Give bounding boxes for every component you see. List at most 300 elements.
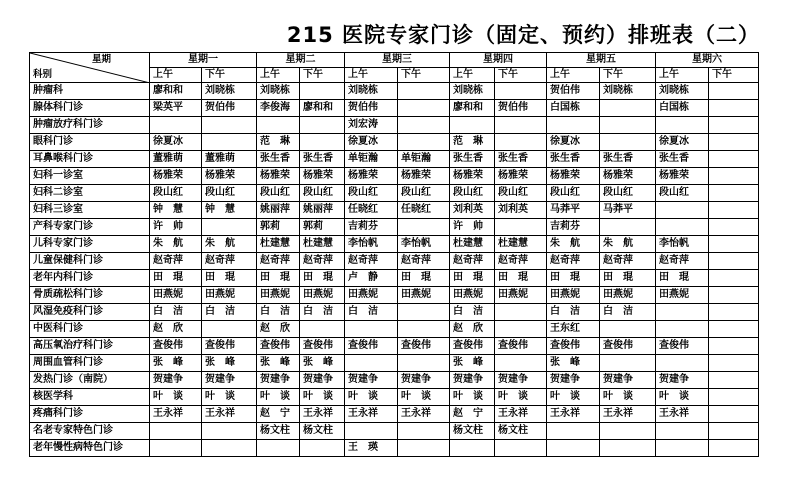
doctor-cell: 贺伯伟 — [547, 83, 600, 100]
doctor-cell — [547, 440, 600, 457]
doctor-cell: 段山红 — [656, 185, 709, 202]
doctor-cell — [709, 253, 759, 270]
schedule-row — [30, 236, 759, 253]
dept-name-cell: 儿童保健科门诊 — [30, 253, 150, 270]
doctor-cell: 刘利英 — [495, 202, 547, 219]
schedule-row — [30, 117, 759, 134]
doctor-cell — [709, 236, 759, 253]
doctor-cell — [600, 355, 656, 372]
schedule-row — [30, 202, 759, 219]
doctor-cell: 张生香 — [547, 151, 600, 168]
doctor-cell: 田 琨 — [547, 270, 600, 287]
doctor-cell: 董雅萌 — [150, 151, 202, 168]
doctor-cell: 叶 谈 — [656, 389, 709, 406]
doctor-cell: 段山红 — [150, 185, 202, 202]
doctor-cell — [656, 304, 709, 321]
doctor-cell — [709, 219, 759, 236]
doctor-cell: 贺建争 — [600, 372, 656, 389]
doctor-cell: 赵奇萍 — [495, 253, 547, 270]
doctor-cell: 白 洁 — [345, 304, 398, 321]
doctor-cell — [495, 440, 547, 457]
doctor-cell — [300, 440, 345, 457]
doctor-cell: 查俊伟 — [495, 338, 547, 355]
corner-label-day: 星期 — [91, 54, 111, 65]
doctor-cell: 朱 航 — [547, 236, 600, 253]
doctor-cell: 白 洁 — [257, 304, 300, 321]
doctor-cell: 叶 谈 — [600, 389, 656, 406]
am-header: 上午 — [547, 68, 600, 83]
doctor-cell: 梁英平 — [150, 100, 202, 117]
doctor-cell: 徐夏冰 — [345, 134, 398, 151]
doctor-cell: 刘晓栋 — [257, 83, 300, 100]
doctor-cell: 赵 宁 — [450, 406, 495, 423]
doctor-cell: 杜建慧 — [495, 236, 547, 253]
doctor-cell: 叶 谈 — [495, 389, 547, 406]
pm-header: 下午 — [600, 68, 656, 83]
doctor-cell — [600, 134, 656, 151]
doctor-cell — [709, 151, 759, 168]
am-header: 上午 — [656, 68, 709, 83]
doctor-cell: 田燕妮 — [547, 287, 600, 304]
doctor-cell: 田燕妮 — [600, 287, 656, 304]
doctor-cell: 杜建慧 — [300, 236, 345, 253]
doctor-cell: 叶 谈 — [150, 389, 202, 406]
doctor-cell: 王永祥 — [547, 406, 600, 423]
doctor-cell: 刘晓栋 — [202, 83, 257, 100]
doctor-cell — [709, 100, 759, 117]
schedule-row — [30, 168, 759, 185]
schedule-row — [30, 304, 759, 321]
doctor-cell: 任晓红 — [398, 202, 450, 219]
doctor-cell: 田 琨 — [495, 270, 547, 287]
dept-name-cell: 妇科一诊室 — [30, 168, 150, 185]
doctor-cell: 郭莉 — [257, 219, 300, 236]
corner-cell — [30, 53, 150, 83]
doctor-cell: 杜建慧 — [257, 236, 300, 253]
doctor-cell: 段山红 — [398, 185, 450, 202]
doctor-cell — [709, 423, 759, 440]
doctor-cell — [656, 321, 709, 338]
doctor-cell: 刘晓栋 — [656, 83, 709, 100]
doctor-cell: 田燕妮 — [202, 287, 257, 304]
am-header: 上午 — [257, 68, 300, 83]
pm-header: 下午 — [495, 68, 547, 83]
day-header-tue: 星期二 — [257, 53, 345, 68]
page-title: 215 医院专家门诊（固定、预约）排班表（二） — [286, 23, 760, 47]
doctor-cell — [398, 423, 450, 440]
pm-header: 下午 — [709, 68, 759, 83]
doctor-cell — [398, 304, 450, 321]
doctor-cell — [300, 321, 345, 338]
doctor-cell: 张 峰 — [300, 355, 345, 372]
doctor-cell: 田燕妮 — [398, 287, 450, 304]
doctor-cell — [709, 83, 759, 100]
day-header-sat: 星期六 — [656, 53, 759, 68]
doctor-cell — [345, 321, 398, 338]
doctor-cell: 赵 欣 — [257, 321, 300, 338]
doctor-cell — [709, 338, 759, 355]
doctor-cell: 朱 航 — [150, 236, 202, 253]
doctor-cell: 姚丽萍 — [300, 202, 345, 219]
pm-header: 下午 — [300, 68, 345, 83]
doctor-cell: 王永祥 — [150, 406, 202, 423]
doctor-cell — [257, 117, 300, 134]
doctor-cell: 田燕妮 — [150, 287, 202, 304]
doctor-cell: 田 琨 — [202, 270, 257, 287]
doctor-cell: 赵 欣 — [450, 321, 495, 338]
doctor-cell: 赵奇萍 — [300, 253, 345, 270]
doctor-cell — [709, 389, 759, 406]
doctor-cell — [547, 117, 600, 134]
doctor-cell: 李俊海 — [257, 100, 300, 117]
doctor-cell — [398, 355, 450, 372]
schedule-row — [30, 287, 759, 304]
doctor-cell: 张 峰 — [202, 355, 257, 372]
doctor-cell: 查俊伟 — [150, 338, 202, 355]
doctor-cell: 张 峰 — [547, 355, 600, 372]
doctor-cell: 赵 欣 — [150, 321, 202, 338]
doctor-cell: 刘利英 — [450, 202, 495, 219]
doctor-cell — [257, 440, 300, 457]
doctor-cell: 卢 静 — [345, 270, 398, 287]
doctor-cell: 徐夏冰 — [547, 134, 600, 151]
schedule-row — [30, 338, 759, 355]
doctor-cell: 刘宏涛 — [345, 117, 398, 134]
schedule-row — [30, 372, 759, 389]
dept-name-cell: 骨质疏松科门诊 — [30, 287, 150, 304]
doctor-cell — [398, 134, 450, 151]
doctor-cell: 王永祥 — [600, 406, 656, 423]
doctor-cell: 叶 谈 — [257, 389, 300, 406]
doctor-cell: 王永祥 — [398, 406, 450, 423]
doctor-cell: 贺建争 — [257, 372, 300, 389]
schedule-row — [30, 440, 759, 457]
doctor-cell: 贺建争 — [300, 372, 345, 389]
dept-name-cell: 肿瘤科 — [30, 83, 150, 100]
doctor-cell: 查俊伟 — [600, 338, 656, 355]
doctor-cell: 贺建争 — [202, 372, 257, 389]
doctor-cell: 田 琨 — [450, 270, 495, 287]
schedule-row — [30, 83, 759, 100]
doctor-cell: 贺建争 — [150, 372, 202, 389]
doctor-cell: 段山红 — [450, 185, 495, 202]
schedule-row — [30, 321, 759, 338]
doctor-cell — [709, 185, 759, 202]
doctor-cell: 段山红 — [257, 185, 300, 202]
doctor-cell: 段山红 — [547, 185, 600, 202]
doctor-cell: 张 峰 — [257, 355, 300, 372]
dept-name-cell: 儿科专家门诊 — [30, 236, 150, 253]
dept-name-cell: 风湿免疫科门诊 — [30, 304, 150, 321]
doctor-cell — [709, 117, 759, 134]
day-header-fri: 星期五 — [547, 53, 656, 68]
doctor-cell — [398, 440, 450, 457]
doctor-cell — [495, 83, 547, 100]
doctor-cell: 查俊伟 — [257, 338, 300, 355]
day-header-thu: 星期四 — [450, 53, 547, 68]
doctor-cell: 查俊伟 — [300, 338, 345, 355]
doctor-cell: 贺伯伟 — [345, 100, 398, 117]
doctor-cell: 赵奇萍 — [600, 253, 656, 270]
doctor-cell: 贺建争 — [450, 372, 495, 389]
doctor-cell: 田燕妮 — [450, 287, 495, 304]
doctor-cell — [300, 117, 345, 134]
dept-name-cell: 名老专家特色门诊 — [30, 423, 150, 440]
doctor-cell: 赵奇萍 — [450, 253, 495, 270]
doctor-cell — [656, 117, 709, 134]
doctor-cell: 白国栋 — [547, 100, 600, 117]
schedule-row — [30, 100, 759, 117]
doctor-cell: 查俊伟 — [547, 338, 600, 355]
doctor-cell: 赵奇萍 — [398, 253, 450, 270]
doctor-cell — [709, 321, 759, 338]
doctor-cell — [709, 202, 759, 219]
doctor-cell — [709, 440, 759, 457]
dept-name-cell: 腺体科门诊 — [30, 100, 150, 117]
doctor-cell — [709, 168, 759, 185]
doctor-cell: 杨雅荣 — [600, 168, 656, 185]
doctor-cell: 杨文柱 — [495, 423, 547, 440]
pm-header: 下午 — [398, 68, 450, 83]
doctor-cell: 单钜瀚 — [398, 151, 450, 168]
doctor-cell: 范 琳 — [257, 134, 300, 151]
doctor-cell: 马莽平 — [547, 202, 600, 219]
doctor-cell: 许 帅 — [450, 219, 495, 236]
schedule-row — [30, 185, 759, 202]
doctor-cell — [398, 219, 450, 236]
doctor-cell — [202, 321, 257, 338]
doctor-cell: 田 琨 — [300, 270, 345, 287]
doctor-cell — [202, 219, 257, 236]
doctor-cell: 杨雅荣 — [257, 168, 300, 185]
doctor-cell: 查俊伟 — [202, 338, 257, 355]
doctor-cell — [656, 219, 709, 236]
doctor-cell: 叶 谈 — [450, 389, 495, 406]
doctor-cell: 刘晓栋 — [600, 83, 656, 100]
doctor-cell: 吉莉芬 — [547, 219, 600, 236]
schedule-row — [30, 219, 759, 236]
doctor-cell: 查俊伟 — [656, 338, 709, 355]
doctor-cell: 王永祥 — [202, 406, 257, 423]
doctor-cell — [547, 423, 600, 440]
doctor-cell: 徐夏冰 — [150, 134, 202, 151]
dept-name-cell: 中医科门诊 — [30, 321, 150, 338]
doctor-cell: 廖和和 — [150, 83, 202, 100]
doctor-cell — [150, 440, 202, 457]
doctor-cell: 杜建慧 — [450, 236, 495, 253]
doctor-cell: 段山红 — [345, 185, 398, 202]
doctor-cell: 李怡帆 — [398, 236, 450, 253]
schedule-row — [30, 134, 759, 151]
doctor-cell: 王东红 — [547, 321, 600, 338]
doctor-cell: 白国栋 — [656, 100, 709, 117]
doctor-cell — [345, 423, 398, 440]
doctor-cell — [600, 100, 656, 117]
schedule-row — [30, 151, 759, 168]
doctor-cell: 赵奇萍 — [150, 253, 202, 270]
doctor-cell: 杨雅荣 — [495, 168, 547, 185]
doctor-cell: 田 琨 — [656, 270, 709, 287]
doctor-cell — [398, 321, 450, 338]
doctor-cell — [709, 134, 759, 151]
schedule-row — [30, 355, 759, 372]
doctor-cell: 贺建争 — [547, 372, 600, 389]
doctor-cell: 查俊伟 — [345, 338, 398, 355]
doctor-cell — [600, 423, 656, 440]
doctor-cell — [150, 423, 202, 440]
schedule-row — [30, 389, 759, 406]
doctor-cell: 叶 谈 — [547, 389, 600, 406]
doctor-cell: 钟 慧 — [202, 202, 257, 219]
doctor-cell: 范 琳 — [450, 134, 495, 151]
doctor-cell: 赵奇萍 — [547, 253, 600, 270]
doctor-cell: 田燕妮 — [656, 287, 709, 304]
doctor-cell: 田 琨 — [257, 270, 300, 287]
doctor-cell: 吉莉芬 — [345, 219, 398, 236]
doctor-cell — [656, 355, 709, 372]
doctor-cell — [656, 423, 709, 440]
doctor-cell: 杨雅荣 — [398, 168, 450, 185]
doctor-cell — [709, 355, 759, 372]
doctor-cell: 田燕妮 — [300, 287, 345, 304]
doctor-cell — [656, 202, 709, 219]
doctor-cell: 贺建争 — [495, 372, 547, 389]
doctor-cell: 许 帅 — [150, 219, 202, 236]
dept-name-cell: 肿瘤放疗科门诊 — [30, 117, 150, 134]
doctor-cell: 赵奇萍 — [656, 253, 709, 270]
doctor-cell: 贺建争 — [345, 372, 398, 389]
doctor-cell — [495, 134, 547, 151]
dept-name-cell: 老年慢性病特色门诊 — [30, 440, 150, 457]
schedule-row — [30, 406, 759, 423]
dept-name-cell: 老年内科门诊 — [30, 270, 150, 287]
doctor-cell — [709, 287, 759, 304]
am-header: 上午 — [345, 68, 398, 83]
am-header: 上午 — [450, 68, 495, 83]
doctor-cell — [709, 406, 759, 423]
doctor-cell — [150, 117, 202, 134]
doctor-cell — [398, 83, 450, 100]
doctor-cell: 贺建争 — [398, 372, 450, 389]
doctor-cell: 张 峰 — [150, 355, 202, 372]
doctor-cell: 赵 宁 — [257, 406, 300, 423]
doctor-cell: 贺伯伟 — [495, 100, 547, 117]
doctor-cell: 杨文柱 — [300, 423, 345, 440]
doctor-cell: 张生香 — [495, 151, 547, 168]
doctor-cell: 杨雅荣 — [300, 168, 345, 185]
doctor-cell: 王永祥 — [300, 406, 345, 423]
doctor-cell: 马莽平 — [600, 202, 656, 219]
doctor-cell — [202, 440, 257, 457]
doctor-cell: 贺建争 — [656, 372, 709, 389]
doctor-cell: 刘晓栋 — [450, 83, 495, 100]
doctor-cell — [495, 355, 547, 372]
doctor-cell: 廖和和 — [450, 100, 495, 117]
doctor-cell: 白 洁 — [600, 304, 656, 321]
doctor-cell — [450, 117, 495, 134]
doctor-cell — [202, 134, 257, 151]
doctor-cell: 田 琨 — [150, 270, 202, 287]
schedule-table — [29, 52, 759, 457]
doctor-cell: 徐夏冰 — [656, 134, 709, 151]
doctor-cell: 李怡帆 — [656, 236, 709, 253]
doctor-cell: 张 峰 — [450, 355, 495, 372]
doctor-cell: 董雅萌 — [202, 151, 257, 168]
doctor-cell — [600, 219, 656, 236]
doctor-cell: 张生香 — [300, 151, 345, 168]
doctor-cell: 白 洁 — [202, 304, 257, 321]
doctor-cell: 叶 谈 — [345, 389, 398, 406]
doctor-cell: 段山红 — [202, 185, 257, 202]
doctor-cell: 张生香 — [656, 151, 709, 168]
doctor-cell: 郭莉 — [300, 219, 345, 236]
doctor-cell: 贺伯伟 — [202, 100, 257, 117]
doctor-cell — [345, 355, 398, 372]
day-header-mon: 星期一 — [150, 53, 257, 68]
header-row-days — [30, 53, 759, 68]
doctor-cell: 杨雅荣 — [345, 168, 398, 185]
doctor-cell: 叶 谈 — [300, 389, 345, 406]
doctor-cell: 杨雅荣 — [547, 168, 600, 185]
doctor-cell: 朱 航 — [600, 236, 656, 253]
doctor-cell — [495, 117, 547, 134]
doctor-cell: 王永祥 — [345, 406, 398, 423]
dept-name-cell: 产科专家门诊 — [30, 219, 150, 236]
doctor-cell: 姚丽萍 — [257, 202, 300, 219]
dept-name-cell: 周围血管科门诊 — [30, 355, 150, 372]
doctor-cell: 叶 谈 — [398, 389, 450, 406]
schedule-row — [30, 253, 759, 270]
doctor-cell: 王永祥 — [656, 406, 709, 423]
pm-header: 下午 — [202, 68, 257, 83]
doctor-cell: 杨文柱 — [257, 423, 300, 440]
doctor-cell: 杨雅荣 — [202, 168, 257, 185]
doctor-cell — [300, 134, 345, 151]
dept-name-cell: 耳鼻喉科门诊 — [30, 151, 150, 168]
doctor-cell: 单钜瀚 — [345, 151, 398, 168]
doctor-cell: 张生香 — [257, 151, 300, 168]
doctor-cell — [495, 321, 547, 338]
doctor-cell: 赵奇萍 — [202, 253, 257, 270]
doctor-cell: 田燕妮 — [345, 287, 398, 304]
doctor-cell: 查俊伟 — [450, 338, 495, 355]
doctor-cell: 杨雅荣 — [656, 168, 709, 185]
doctor-cell — [398, 100, 450, 117]
doctor-cell: 白 洁 — [150, 304, 202, 321]
doctor-cell — [600, 440, 656, 457]
doctor-cell — [450, 440, 495, 457]
schedule-row — [30, 423, 759, 440]
doctor-cell — [709, 372, 759, 389]
dept-name-cell: 妇科二诊室 — [30, 185, 150, 202]
doctor-cell — [398, 117, 450, 134]
dept-name-cell: 妇科三诊室 — [30, 202, 150, 219]
doctor-cell — [202, 117, 257, 134]
doctor-cell: 叶 谈 — [202, 389, 257, 406]
doctor-cell: 白 洁 — [547, 304, 600, 321]
doctor-cell: 白 洁 — [450, 304, 495, 321]
doctor-cell: 段山红 — [300, 185, 345, 202]
doctor-cell — [709, 270, 759, 287]
dept-name-cell: 疼痛科门诊 — [30, 406, 150, 423]
doctor-cell — [202, 423, 257, 440]
doctor-cell — [300, 83, 345, 100]
schedule-row — [30, 270, 759, 287]
doctor-cell: 王 瑛 — [345, 440, 398, 457]
doctor-cell — [495, 304, 547, 321]
doctor-cell: 田燕妮 — [495, 287, 547, 304]
corner-label-dept: 科别 — [33, 69, 53, 80]
